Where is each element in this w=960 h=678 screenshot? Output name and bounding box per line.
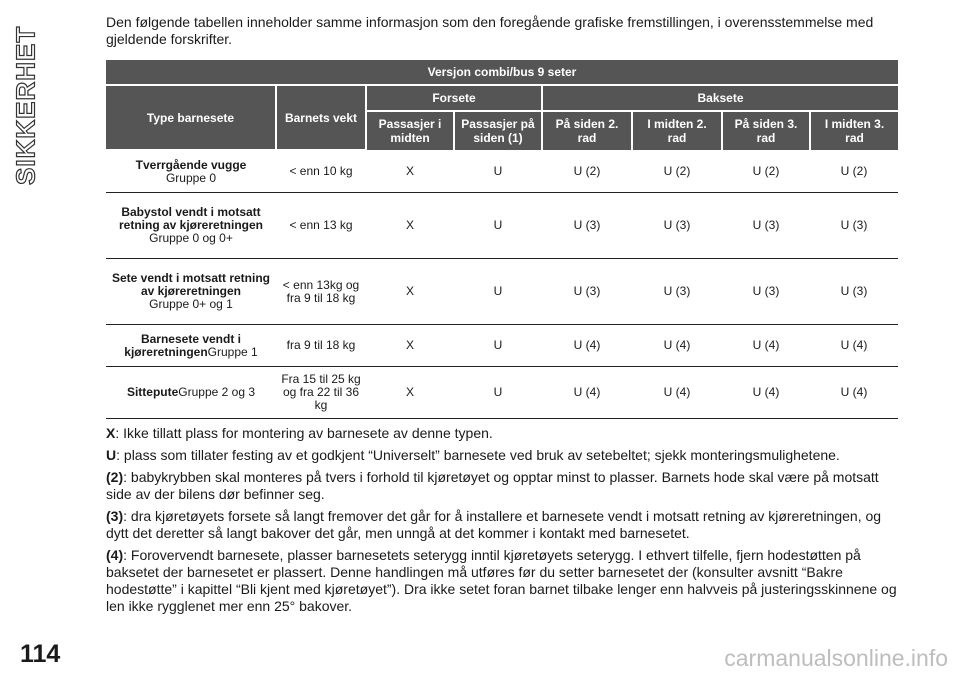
note-x bbox=[106, 425, 898, 442]
table-row bbox=[106, 367, 898, 419]
section-side-label: SIKKERHET bbox=[10, 25, 41, 185]
table-cell: U (3) bbox=[542, 193, 632, 259]
rear-seat-header: Baksete bbox=[542, 85, 898, 111]
row-type-group: Gruppe 0 og 0+ bbox=[149, 231, 233, 245]
table-notes bbox=[106, 425, 898, 615]
table-cell: U (4) bbox=[542, 325, 632, 367]
table-cell: U (3) bbox=[722, 259, 810, 325]
table-cell: U (4) bbox=[722, 367, 810, 419]
table-cell: U (2) bbox=[722, 150, 810, 193]
table-row bbox=[106, 193, 898, 259]
row-type-name: Tverrgående vugge bbox=[135, 157, 247, 172]
note-code: (4) bbox=[106, 547, 124, 563]
table-cell: U (3) bbox=[810, 193, 898, 259]
table-cell: X bbox=[366, 259, 454, 325]
table-cell: U bbox=[454, 367, 542, 419]
note-code: X bbox=[106, 425, 116, 441]
note-text: : Forovervendt barnesete, plasser barnesetets seterygg inntil kjøretøyets seterygg. I ethvert tilfelle, fjern hodestøtten på baksetet der barnesetet er plassert. Denne handlingen må utføres før du setter barnesetet der (konsulter avsnitt “Bakre hodestøtte” i kapittel “Bli kjent med kjøretøyet”). Dra ikke setet foran barnet tilbake lenger enn halvveis på justeringsskinnene og len ikke rygglenet mer enn 25° bakover. bbox=[106, 547, 897, 614]
header-row-groups bbox=[106, 85, 898, 111]
table-cell: U (4) bbox=[810, 325, 898, 367]
front-seat-header: Forsete bbox=[366, 85, 542, 111]
table-cell: U (3) bbox=[632, 193, 722, 259]
note-code: (2) bbox=[106, 469, 124, 485]
col-weight-header: Barnets vekt bbox=[276, 85, 366, 150]
row-type-group: Gruppe 0 bbox=[165, 170, 217, 185]
version-header: Versjon combi/bus 9 seter bbox=[106, 60, 898, 85]
table-cell: U (4) bbox=[722, 325, 810, 367]
table-cell: U (2) bbox=[542, 150, 632, 193]
sub-header: Passasjer på siden (1) bbox=[454, 111, 542, 150]
note-text: : plass som tillater festing av et godkjent “Universelt” barnesete ved bruk av setebeltet; sjekk monteringsmulighetene. bbox=[116, 447, 840, 463]
row-type-name: Sittepute bbox=[126, 385, 179, 399]
note-text: : Ikke tillatt plass for montering av barnesete av denne typen. bbox=[115, 425, 493, 441]
sub-header: På siden 2. rad bbox=[542, 111, 632, 150]
header-row-version bbox=[106, 60, 898, 85]
row-weight: < enn 10 kg bbox=[276, 150, 366, 193]
page-number: 114 bbox=[20, 640, 61, 668]
note-u bbox=[106, 447, 898, 464]
table-cell: U (4) bbox=[632, 325, 722, 367]
table-cell: U bbox=[454, 150, 542, 193]
table-cell: X bbox=[366, 325, 454, 367]
row-type bbox=[106, 325, 276, 367]
row-type-name: Sete vendt i motsatt retning av kjøreretningen bbox=[111, 271, 271, 298]
table-row bbox=[106, 150, 898, 193]
table-row bbox=[106, 325, 898, 367]
table-cell: X bbox=[366, 193, 454, 259]
row-type-name: Babystol vendt i motsatt retning av kjøreretningen bbox=[118, 205, 264, 232]
note-3 bbox=[106, 508, 898, 542]
table-cell: U (4) bbox=[632, 367, 722, 419]
row-weight: fra 9 til 18 kg bbox=[276, 325, 366, 367]
row-type bbox=[106, 193, 276, 259]
row-type bbox=[106, 150, 276, 193]
note-2 bbox=[106, 469, 898, 503]
sub-header: I midten 2. rad bbox=[632, 111, 722, 150]
watermark: carmanualsonline.info bbox=[724, 645, 948, 671]
table-row bbox=[106, 259, 898, 325]
row-type bbox=[106, 367, 276, 419]
table-cell: U bbox=[454, 259, 542, 325]
table-cell: U bbox=[454, 325, 542, 367]
col-type-header: Type barnesete bbox=[106, 85, 276, 150]
row-type-group: Gruppe 0+ og 1 bbox=[149, 297, 233, 311]
table-cell: U bbox=[454, 193, 542, 259]
note-text: : dra kjøretøyets forsete så langt fremover det går for å installere et barnesete vendt i motsatt retning av kjøreretningen, og dytt det deretter så langt bakover det går, men unngå at det kommer i kontakt med barnesetet. bbox=[106, 508, 882, 541]
intro-paragraph: Den følgende tabellen inneholder samme informasjon som den foregående grafiske fremstillingen, i overensstemmelse med gjeldende forskrifter. bbox=[106, 14, 874, 47]
table-cell: U (3) bbox=[722, 193, 810, 259]
sub-header: Passasjer i midten bbox=[366, 111, 454, 150]
row-type-name: Barnesete vendt i kjøreretningen bbox=[124, 331, 242, 359]
table-cell: U (3) bbox=[542, 259, 632, 325]
note-code: U bbox=[106, 447, 117, 463]
note-text: : babykrybben skal monteres på tvers i forhold til kjøretøyet og opptar minst to plasser. Barnets hode skal være på motsatt side av der bilens dør befinner seg. bbox=[106, 469, 879, 502]
table-cell: U (3) bbox=[810, 259, 898, 325]
table-cell: U (4) bbox=[810, 367, 898, 419]
row-weight: < enn 13kg og fra 9 til 18 kg bbox=[276, 259, 366, 325]
note-code: (3) bbox=[106, 508, 124, 524]
note-4 bbox=[106, 547, 898, 615]
sub-header: På siden 3. rad bbox=[722, 111, 810, 150]
row-weight: < enn 13 kg bbox=[276, 193, 366, 259]
sub-header: I midten 3. rad bbox=[810, 111, 898, 150]
row-type bbox=[106, 259, 276, 325]
table-cell: U (2) bbox=[632, 150, 722, 193]
table-cell: U (2) bbox=[810, 150, 898, 193]
page-content bbox=[106, 14, 898, 620]
row-weight: Fra 15 til 25 kg og fra 22 til 36 kg bbox=[276, 367, 366, 419]
row-type-group: Gruppe 2 og 3 bbox=[178, 385, 256, 399]
child-seat-table bbox=[106, 60, 898, 419]
row-type-group: Gruppe 1 bbox=[207, 344, 258, 359]
table-cell: X bbox=[366, 150, 454, 193]
table-cell: U (4) bbox=[542, 367, 632, 419]
table-cell: X bbox=[366, 367, 454, 419]
table-cell: U (3) bbox=[632, 259, 722, 325]
